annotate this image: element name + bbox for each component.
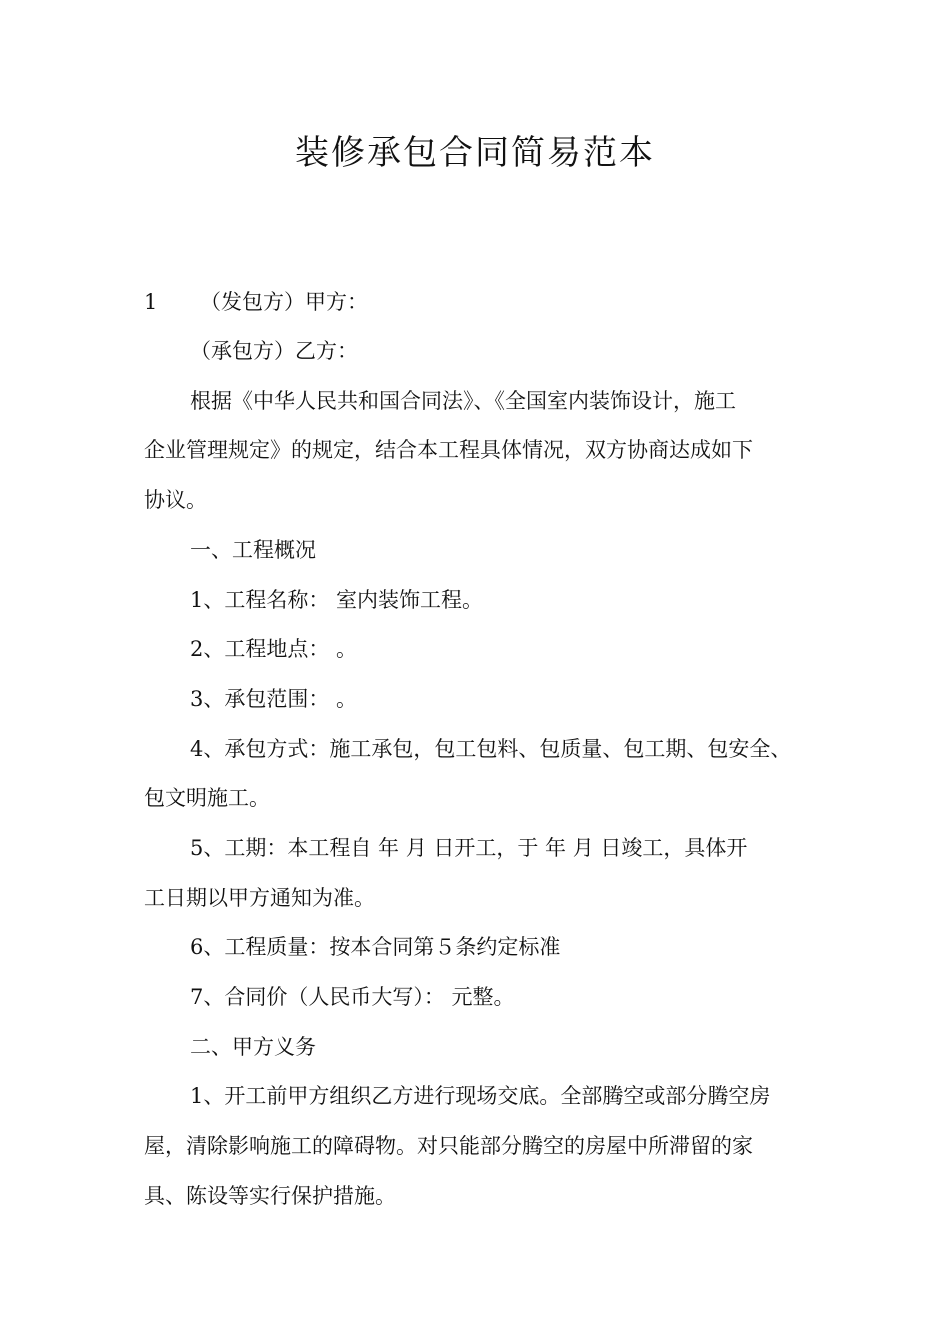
document-title: 装修承包合同简易范本 (295, 133, 655, 173)
intro-line-3: 协议。 (144, 488, 207, 512)
section-2-item-1-line-1: 1、开工前甲方组织乙方进行现场交底。全部腾空或部分腾空房 (190, 1084, 771, 1108)
section-1-item-4-line-1: 4、承包方式：施工承包，包工包料、包质量、包工期、包安全、 (190, 737, 792, 761)
section-1-item-1: 1、工程名称： 室内装饰工程。 (190, 588, 484, 612)
section-2-item-1-line-3: 具、陈设等实行保护措施。 (144, 1184, 396, 1208)
section-2-heading: 二、甲方义务 (190, 1035, 316, 1059)
section-2-item-1-line-2: 屋，清除影响施工的障碍物。对只能部分腾空的房屋中所滞留的家 (144, 1134, 753, 1158)
intro-line-2: 企业管理规定》的规定，结合本工程具体情况，双方协商达成如下 (144, 438, 753, 462)
party-a-label: （发包方）甲方： (200, 290, 368, 314)
intro-line-1: 根据《中华人民共和国合同法》、《全国室内装饰设计，施工 (190, 389, 736, 413)
section-1-heading: 一、工程概况 (190, 538, 316, 562)
section-1-item-3: 3、承包范围： 。 (190, 687, 358, 711)
section-1-item-2: 2、工程地点： 。 (190, 637, 358, 661)
section-1-item-6: 6、工程质量：按本合同第５条约定标准 (190, 935, 561, 959)
section-1-item-5-line-1: 5、工期：本工程自 年 月 日开工，于 年 月 日竣工，具体开 (190, 836, 748, 860)
party-b-label: （承包方）乙方： (190, 339, 358, 363)
party-a-number: 1 (144, 290, 158, 314)
section-1-item-5-line-2: 工日期以甲方通知为准。 (144, 886, 375, 910)
section-1-item-7: 7、合同价（人民币大写）： 元整。 (190, 985, 515, 1009)
section-1-item-4-line-2: 包文明施工。 (144, 786, 270, 810)
